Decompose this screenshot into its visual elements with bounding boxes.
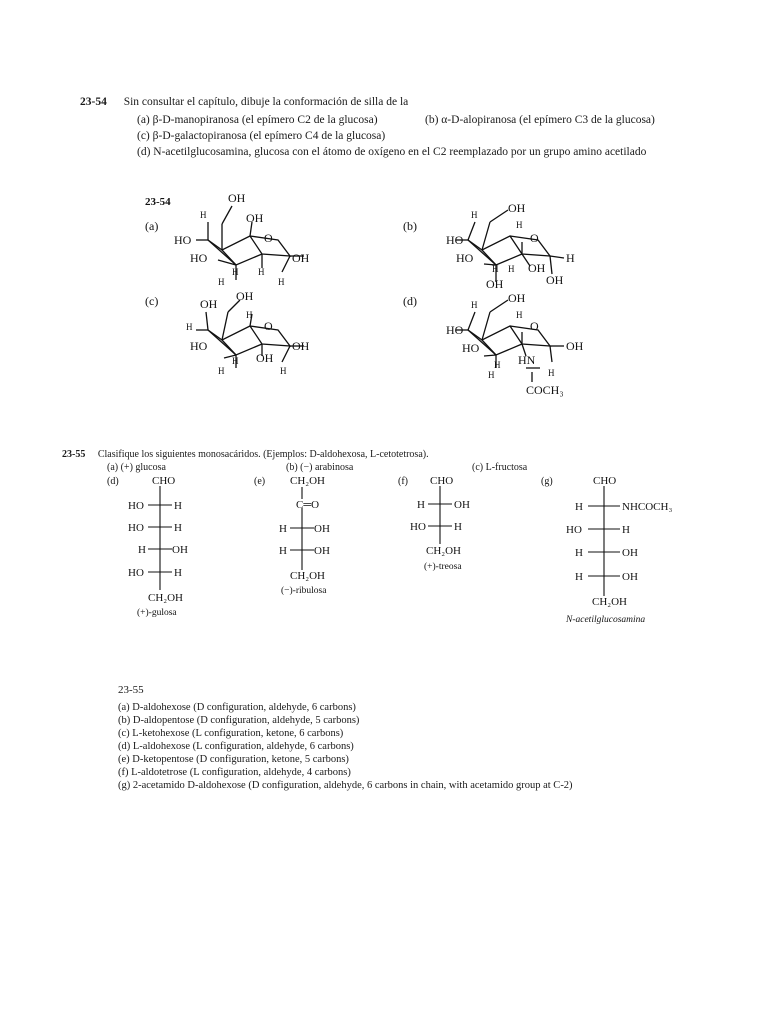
fischer-label: H [174,567,182,579]
fischer-label: H [454,521,462,533]
label-h: H [471,300,478,310]
label-h: H [471,210,478,220]
fischer-label: NHCOCH₃ [622,501,673,513]
problem-intro: Clasifique los siguientes monosacáridos. (Ejemplos: D-aldohexosa, L-cetotetrosa). [97,449,429,460]
answer-item: (g) 2-acetamido D-aldohexose (D configuration, aldehyde, 6 carbons in chain, with acetamido group at C-2) [118,780,573,791]
fischer-label: OH [314,523,330,535]
answer-item: (e) D-ketopentose (D configuration, ketone, 5 carbons) [118,754,349,765]
tag-g: (g) [541,476,553,487]
fischer-label: CH₂OH [148,592,184,604]
label-h: H [494,360,501,370]
problem-item-a: (a) β-D-manopiranosa (el epímero C2 de la glucosa) [137,114,378,126]
label-h: H [278,277,285,287]
figure-tag-c: (c) [145,294,159,308]
tag-f: (f) [398,476,408,487]
label-h: H [218,366,225,376]
compound-name-d: (+)-gulosa [137,608,177,618]
problem-item-b: (b) α-D-alopiranosa (el epímero C3 de la glucosa) [425,114,655,126]
label-oh: OH [528,261,546,275]
problem-intro: Sin consultar el capítulo, dibuje la conformación de silla de la [123,96,409,108]
label-h: H [200,210,207,220]
label-o: O [264,319,273,333]
label-h: H [508,264,515,274]
label-h: H [258,267,265,277]
label-oh: OH [246,211,264,225]
label-h: H [186,322,193,332]
fischer-label: OH [172,544,188,556]
fischer-label: H [174,522,182,534]
label-h: H [566,251,575,265]
label-h: H [232,267,239,277]
label-h: H [218,277,225,287]
problem-number: 23-54 [80,96,107,108]
compound-name-e: (−)-ribulosa [281,586,327,596]
label-ho: HO [190,339,208,353]
fischer-label: HO [128,567,144,579]
answer-item: (d) L-aldohexose (L configuration, aldehyde, 6 carbons) [118,741,354,752]
fischer-label: OH [454,499,470,511]
label-hn: HN [518,353,536,367]
label-o: O [530,319,539,333]
label-h: H [280,366,287,376]
label-ho: HO [446,323,464,337]
fischer-label: C═O [296,499,320,511]
label-oh: OH [546,273,564,287]
label-ho: HO [190,251,208,265]
fischer-label: HO [128,522,144,534]
fischer-label: OH [622,571,638,583]
fischer-label: OH [622,547,638,559]
label-oh: OH [228,191,246,205]
label-ho: HO [462,341,480,355]
tag-d: (d) [107,476,119,487]
fischer-label: CHO [593,475,617,487]
label-ho: HO [446,233,464,247]
label-oh: OH [256,351,274,365]
figure-tag-a: (a) [145,219,159,233]
label-oh: OH [566,339,584,353]
label-o: O [530,231,539,245]
fischer-label: H [138,544,146,556]
label-h: H [232,356,239,366]
problem-number: 23-55 [62,449,86,460]
label-o: O [264,231,273,245]
figure-tag-d: (d) [403,294,417,308]
answers-title: 23-55 [118,684,144,696]
label-oh: OH [508,201,526,215]
fischer-label: H [279,545,287,557]
label-oh: OH [292,339,310,353]
fischer-label: CH₂OH [426,545,462,557]
fischer-label: H [279,523,287,535]
figure-tag-b: (b) [403,219,417,233]
fischer-label: HO [410,521,426,533]
answer-item: (a) D-aldohexose (D configuration, aldehyde, 6 carbons) [118,702,356,713]
label-h: H [246,310,253,320]
problem-item-b: (b) (−) arabinosa [286,462,354,473]
label-oh: OH [508,291,526,305]
fischer-label: CH₂OH [290,570,326,582]
label-oh: OH [236,289,254,303]
tag-e: (e) [254,476,266,487]
compound-name-g: N-acetilglucosamina [566,615,646,625]
label-h: H [516,220,523,230]
fischer-label: H [575,547,583,559]
problem-item-a: (a) (+) glucosa [107,462,166,473]
problem-item-c: (c) L-fructosa [472,462,528,473]
label-ho: HO [456,251,474,265]
fischer-label: H [575,501,583,513]
label-oh: OH [292,251,310,265]
problem-item-d: (d) N-acetilglucosamina, glucosa con el átomo de oxígeno en el C2 reemplazado por un grupo amino acetilado [137,146,647,158]
fischer-label: HO [128,500,144,512]
problem-item-c: (c) β-D-galactopiranosa (el epímero C4 de la glucosa) [137,130,386,142]
label-h: H [488,370,495,380]
fischer-label: CH₂OH [592,596,628,608]
label-h: H [516,310,523,320]
fischer-label: H [575,571,583,583]
fischer-label: H [174,500,182,512]
label-ho: HO [174,233,192,247]
label-oh: OH [486,277,504,291]
fischer-label: H [622,524,630,536]
answer-item: (f) L-aldotetrose (L configuration, aldehyde, 4 carbons) [118,767,351,778]
figure-label: 23-54 [145,196,171,208]
label-h: H [492,264,499,274]
fischer-label: H [417,499,425,511]
fischer-label: CH₂OH [290,475,326,487]
fischer-label: CHO [152,475,176,487]
label-coch3: COCH₃ [526,383,564,397]
fischer-label: HO [566,524,582,536]
answer-item: (c) L-ketohexose (L configuration, ketone, 6 carbons) [118,728,344,739]
fischer-label: CHO [430,475,454,487]
label-oh: OH [200,297,218,311]
label-h: H [548,368,555,378]
answer-item: (b) D-aldopentose (D configuration, aldehyde, 5 carbons) [118,715,360,726]
compound-name-f: (+)-treosa [424,562,462,572]
fischer-label: OH [314,545,330,557]
